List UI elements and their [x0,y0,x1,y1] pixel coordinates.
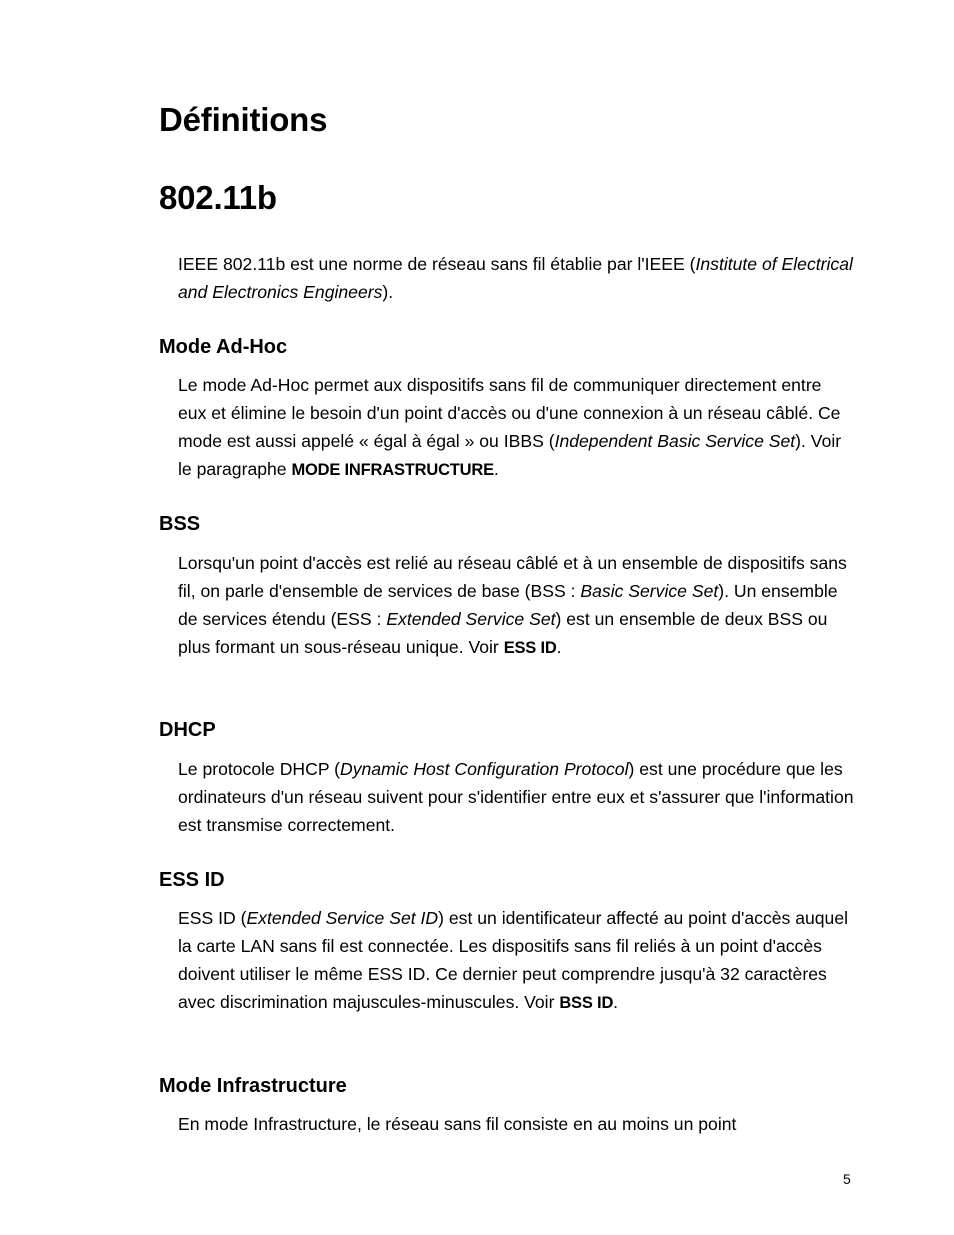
text-run: Le mode Ad-Hoc permet aux dispositifs sans fil de communiquer directement entre eux et élimine le besoin d'un point d'accès ou d'une connexion à un réseau câblé. Ce mode est aussi appelé « égal à égal » ou IBBS ( [178,375,841,451]
section-paragraph-mode-infrastructure [178,1110,854,1138]
cross-reference: MODE INFRASTRUCTURE [291,461,494,479]
text-run: Lorsqu'un point d'accès est relié au réseau câblé et à un ensemble de dispositifs sans fil, on parle d'ensemble de services de base (BSS : [178,553,847,601]
section-paragraph-ess-id [178,904,854,1017]
text-run: . [613,992,619,1012]
text-run: ). [382,282,394,302]
section-heading-80211b: 802.11b [159,179,277,216]
section-heading-mode-infrastructure: Mode Infrastructure [159,1075,347,1097]
text-run: . [493,459,499,479]
section-heading-bss: BSS [159,513,201,535]
section-paragraph-bss [178,549,854,662]
page-number: 5 [843,1171,851,1187]
italic-term: Institute of Electrical and Electronics Engineers [178,254,853,302]
italic-term: Basic Service Set [580,581,719,601]
section-heading-mode-adhoc: Mode Ad-Hoc [159,336,288,358]
text-run: . [556,637,562,657]
italic-term: Dynamic Host Configuration Protocol [340,759,629,779]
text-run: IEEE 802.11b est une norme de réseau sans fil établie par l'IEEE ( [178,254,696,274]
text-run: ESS ID ( [178,908,247,928]
text-run: ) est une procédure que les ordinateurs d'un réseau suivent pour s'identifier entre eux et s'assurer que l'information est transmise correctement. [178,759,854,835]
section-paragraph-80211b [178,250,854,306]
section-paragraph-mode-adhoc [178,371,854,484]
cross-reference: BSS ID [559,994,614,1012]
section-heading-ess-id: ESS ID [159,869,225,891]
page-title: Définitions [159,101,328,138]
italic-term: Independent Basic Service Set [554,431,796,451]
text-run: ) est un identificateur affecté au point d'accès auquel la carte LAN sans fil est connectée. Les dispositifs sans fil reliés à un point d'accès doivent utiliser le même ESS ID. Ce dernier peut comprendre jusqu'à 32 caractères avec discrimination majuscules-minuscules. Voir [178,908,849,1012]
text-run: ). Voir le paragraphe [178,431,842,479]
section-paragraph-dhcp [178,755,854,839]
italic-term: Extended Service Set [386,609,556,629]
italic-term: Extended Service Set ID [246,908,439,928]
text-run: En mode Infrastructure, le réseau sans fil consiste en au moins un point [178,1114,737,1134]
text-run: ) est un ensemble de deux BSS ou plus formant un sous-réseau unique. Voir [178,609,828,657]
text-run: Le protocole DHCP ( [178,759,341,779]
cross-reference: ESS ID [503,639,557,657]
section-heading-dhcp: DHCP [159,719,216,741]
text-run: ). Un ensemble de services étendu (ESS : [178,581,838,629]
